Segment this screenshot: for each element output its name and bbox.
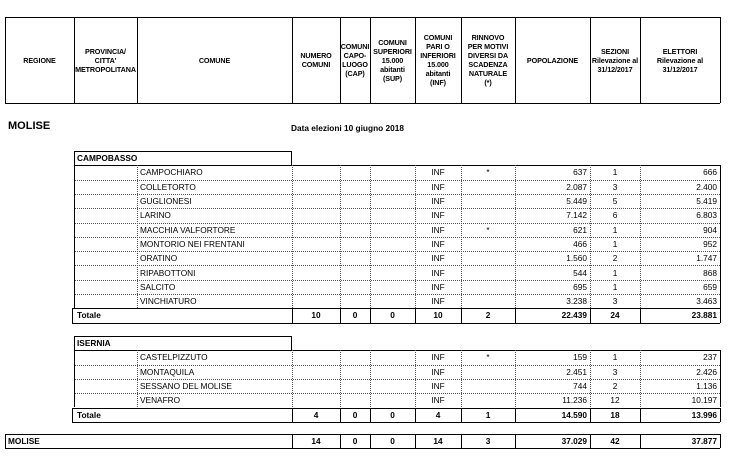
row-column-border [340,350,341,407]
voters-value: 5.419 [696,196,717,207]
grand-total-sez: 42 [610,436,620,447]
voters-value: 1.136 [696,381,717,392]
voters-value: 659 [703,281,717,292]
comune-name: MACCHIA VALFORTORE [140,224,236,235]
total-row-bottom-border [72,323,720,324]
population-value: 2.451 [566,366,587,377]
comune-name: LARINO [140,210,171,221]
population-value: 11.236 [562,395,587,406]
column-header-numero-comuni: NUMERO COMUNI [300,51,332,69]
column-header-capoluogo: COMUNI CAPO- LUOGO (CAP) [340,42,370,78]
inf-flag: INF [431,395,445,406]
population-value: 3.238 [566,296,587,307]
comune-name: GUGLIONESI [140,196,192,207]
total-label: Totale [77,310,101,321]
rinnovo-flag [461,393,515,407]
voters-value: 2.426 [696,366,717,377]
total-row-border [72,408,73,422]
total-sup: 0 [390,310,395,321]
grand-total-cap: 0 [352,436,358,447]
row-column-border [74,350,75,407]
region-title: MOLISE [8,120,51,132]
total-rinnovo: 1 [485,409,491,420]
column-header-rinnovo: RINNOVO PER MOTIVI DIVERSI DA SCADENZA NATURALE (*) [467,33,509,87]
sections-value: 1 [612,352,618,363]
total-sez: 18 [610,409,620,420]
grand-total-border [720,434,721,448]
row-column-border [590,165,591,308]
population-value: 1.560 [566,253,587,264]
sections-value: 1 [612,224,618,235]
inf-flag: INF [431,238,445,249]
rinnovo-flag [461,251,515,265]
voters-value: 904 [703,224,717,235]
voters-value: 2.400 [696,181,717,192]
inf-flag: INF [431,381,445,392]
sections-value: 2 [612,381,618,392]
column-header-regione: REGIONE [23,55,56,65]
total-sez: 24 [610,310,620,321]
rinnovo-flag [461,180,515,194]
row-column-border [720,165,721,308]
population-value: 695 [573,281,587,292]
row-column-border [292,350,293,407]
comune-name: MONTAQUILA [140,366,195,377]
population-value: 2.087 [566,181,587,192]
total-cap: 0 [352,409,358,420]
row-column-border [74,165,75,308]
row-column-border [461,350,462,407]
sections-value: 5 [612,196,618,207]
row-column-border [137,165,138,308]
inf-flag: INF [431,210,445,221]
row-column-border [415,350,416,407]
row-column-border [640,165,641,308]
grand-total-elet: 37.877 [691,436,717,447]
grand-total-bottom-border [5,448,720,449]
row-column-border [292,165,293,308]
total-label: Totale [77,409,101,420]
population-value: 7.142 [566,210,587,221]
sections-value: 1 [612,167,618,178]
grand-total-num: 14 [311,436,321,447]
total-elet: 23.881 [691,310,717,321]
header-bottom-border [5,103,720,104]
column-header-provincia: PROVINCIA/ CITTA' METROPOLITANA [75,46,136,74]
inf-flag: INF [431,296,445,307]
column-header-comune: COMUNE [198,55,231,65]
total-inf: 10 [433,310,443,321]
row-column-border [515,165,516,308]
total-rinnovo: 2 [485,310,491,321]
inf-flag: INF [431,352,445,363]
row-column-border [137,350,138,407]
comune-name: ORATINO [140,253,178,264]
comune-name: VINCHIATURO [140,296,197,307]
rinnovo-flag [461,365,515,379]
voters-value: 10.197 [691,395,717,406]
rinnovo-flag [461,280,515,294]
sections-value: 12 [610,395,620,406]
province-name: CAMPOBASSO [77,153,138,164]
column-header-superiori: COMUNI SUPERIORI 15.000 abitanti (SUP) [373,37,412,83]
comune-name: VENAFRO [140,395,181,406]
rinnovo-flag [461,379,515,393]
rinnovo-flag [461,237,515,251]
population-value: 5.449 [566,196,587,207]
total-pop: 14.590 [561,409,587,420]
total-row-bottom-border [72,422,720,423]
election-date: Data elezioni 10 giugno 2018 [291,123,404,133]
grand-total-rinnovo: 3 [485,436,491,447]
inf-flag: INF [431,167,445,178]
province-name: ISERNIA [77,338,111,349]
inf-flag: INF [431,267,445,278]
total-row-border [72,308,73,322]
column-header-sezioni: SEZIONI Rilevazione al 31/12/2017 [591,46,639,74]
row-column-border [515,350,516,407]
row-column-border [370,350,371,407]
row-column-border [640,350,641,407]
voters-value: 952 [703,238,717,249]
population-value: 637 [573,167,587,178]
total-row-border [720,408,721,422]
grand-total-pop: 37.029 [561,436,587,447]
comune-name: CASTELPIZZUTO [140,352,208,363]
voters-value: 237 [703,352,717,363]
row-column-border [415,165,416,308]
sections-value: 1 [612,238,618,249]
population-value: 544 [573,267,587,278]
row-column-border [370,165,371,308]
province-box-border [291,336,292,350]
sections-value: 6 [612,210,618,221]
population-value: 621 [573,224,587,235]
province-box-border [291,151,292,165]
population-value: 466 [573,238,587,249]
population-value: 744 [573,381,587,392]
inf-flag: INF [431,224,445,235]
comune-name: MONTORIO NEI FRENTANI [140,238,245,249]
row-column-border [461,165,462,308]
rinnovo-flag [461,194,515,208]
rinnovo-flag [461,294,515,308]
total-elet: 13.996 [691,409,717,420]
total-row-border [720,308,721,322]
total-inf: 4 [435,409,441,420]
grand-total-sup: 0 [390,436,395,447]
population-value: 159 [573,352,587,363]
total-cap: 0 [352,310,358,321]
inf-flag: INF [431,253,445,264]
total-num: 4 [313,409,319,420]
rinnovo-flag: * [486,224,490,235]
inf-flag: INF [431,366,445,377]
comune-name: COLLETORTO [140,181,196,192]
total-num: 10 [311,310,321,321]
sections-value: 3 [612,181,618,192]
header-column-border [720,17,721,103]
voters-value: 6.803 [696,210,717,221]
comune-name: RIPABOTTONI [140,267,196,278]
column-header-elettori: ELETTORI Rilevazione al 31/12/2017 [656,46,704,74]
voters-value: 868 [703,267,717,278]
sections-value: 1 [612,267,618,278]
rinnovo-flag: * [486,167,490,178]
rinnovo-flag: * [486,352,490,363]
total-sup: 0 [390,409,395,420]
voters-value: 3.463 [696,296,717,307]
column-header-popolazione: POPOLAZIONE [526,55,579,65]
voters-value: 666 [703,167,717,178]
row-column-border [720,350,721,407]
comune-name: SALCITO [140,281,176,292]
inf-flag: INF [431,281,445,292]
row-column-border [340,165,341,308]
voters-value: 1.747 [696,253,717,264]
column-header-inferiori: COMUNI PARI O INFERIORI 15.000 abitanti (INF) [420,33,456,87]
grand-total-label: MOLISE [8,436,40,447]
total-pop: 22.439 [561,310,587,321]
inf-flag: INF [431,196,445,207]
sections-value: 3 [612,296,618,307]
grand-total-inf: 14 [433,436,443,447]
rinnovo-flag [461,265,515,279]
sections-value: 1 [612,281,618,292]
rinnovo-flag [461,208,515,222]
sections-value: 3 [612,366,618,377]
inf-flag: INF [431,181,445,192]
row-column-border [590,350,591,407]
comune-name: SESSANO DEL MOLISE [140,381,232,392]
sections-value: 2 [612,253,618,264]
comune-name: CAMPOCHIARO [140,167,203,178]
